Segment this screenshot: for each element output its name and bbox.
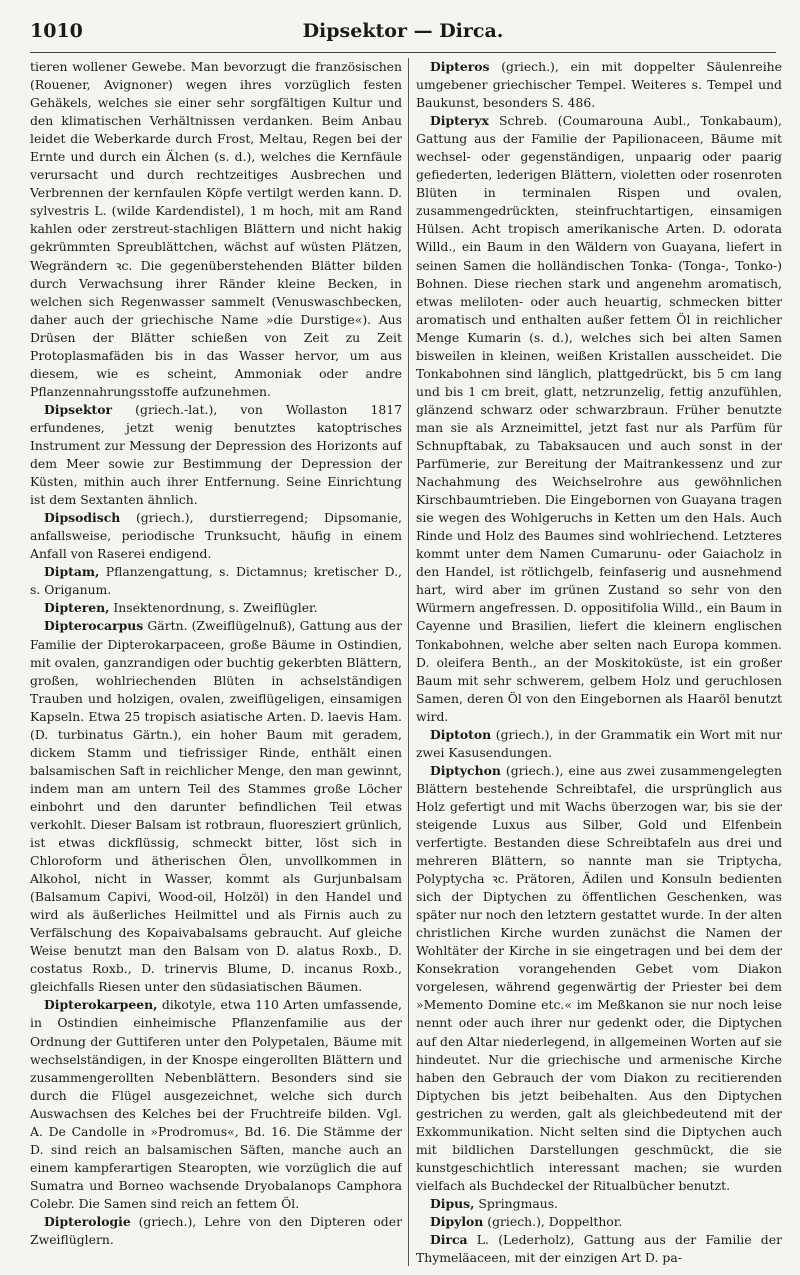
page-header [30, 14, 776, 48]
entry-diptoton: Diptoton (griech.), in der Grammatik ein Wort mit nur zwei Kasusendungen. [416, 726, 782, 760]
headword: Dipteros [430, 59, 490, 74]
headword: Dirca [430, 1232, 468, 1248]
headword: Dipsodisch [44, 510, 121, 526]
entry-dipteryx: Dipteryx Schreb. (Coumarouna Aubl., Tonkabaum), Gattung aus der Familie der Papilionaceen, Bäume mit wechsel- oder gegenständigen, unpaarig oder paarig gefiederten, lederigen Blättern, violetten oder rosenroten Blüten in terminalen Rispen und ovalen, zusammengedrückten, steinfruchtartigen, einsamigen Hülsen. Acht tropisch amerikanische Arten. D. odorata Willd., ein Baum in den Wäldern von Guayana, liefert in seinen Samen die holländischen Tonka- (Tonga-, Tonko-) Bohnen. Diese riechen stark und angenehm aromatisch, etwas meliloten- oder auch heuartig, schmecken bitter aromatisch und enthalten außer fettem Öl in reichlicher Menge Kumarin (s. d.), welches sich bei alten Samen bisweilen in kleinen, weißen Kristallen ausscheidet. Die Tonkabohnen sind länglich, plattgedrückt, bis 5 cm lang und bis 1 cm breit, glatt, netzrunzelig, fettig anzufühlen, glänzend schwarz oder schwarzbraun. Früher benutzte man sie als Arzneimittel, jetzt fast nur als Parfüm für Schnupftabak, zu Tabaksaucen und auch sonst in der Parfümerie, zur Bereitung der Maitrankessenz und zur Nachahmung des Weichselrohre aus gewöhnlichen Kirschbaumtrieben. Die Eingebornen von Guayana tragen sie wegen des Wohlgeruchs in Ketten um den Hals. Auch Rinde und Holz des Baumes sind wohlriechend. Letzteres kommt unter dem Namen Cumarunu- oder Gaiacholz in den Handel, ist rötlichgelb, feinfaserig und ausnehmend hart, wird aber im grünen Zustand so sehr von den Würmern angefressen. D. oppositifolia Willd., ein Baum in Cayenne und Brasilien, liefert die kleinern englischen Tonkabohnen, welche aber selten nach Europa kommen. D. oleifera Benth., an der Moskitoküste, ist ein großer Baum mit sehr schwerem, gelbem Holz und geruchlosen Samen, deren Öl von den Eingebornen als Haaröl benutzt wird. [416, 113, 782, 724]
left-column [30, 58, 402, 1266]
headword: Dipteren, [44, 600, 110, 616]
entry-dipterologie: Dipterologie (griech.), Lehre von den Dipteren oder Zweiflüglern. [30, 1214, 402, 1248]
entry-dipterocarpus: Dipterocarpus Gärtn. (Zweiflügelnuß), Gattung aus der Familie der Dipterokarpaceen, große Bäume in Ostindien, mit ovalen, ganzrandigen oder buchtig gekerbten Blättern, großen, wohlriechenden Blüten in achselständigen Trauben und holzigen, ovalen, zweiflügeligen, einsamigen Kapseln. Etwa 25 tropisch asiatische Arten. D. laevis Ham. (D. turbinatus Gärtn.), ein hoher Baum mit geradem, dickem Stamm und tiefrissiger Rinde, enthält einen balsamischen Saft in reichlicher Menge, den man gewinnt, indem man am untern Teil des Stammes große Löcher einbohrt und den darunter befindlichen Teil etwas verkohlt. Dieser Balsam ist rotbraun, fluoresziert grünlich, ist etwas dickflüssig, schmeckt bitter, löst sich in Chloroform und ätherischen Ölen, unvollkommen in Alkohol, nicht in Wasser, kommt als Gurjunbalsam (Balsamum Capivi, Wood-oil, Holzöl) in den Handel und wird als äußerliches Heilmittel und als Firnis auch zu Verfälschung des Kopaivabalsams gebraucht. Auf gleiche Weise benutzt man den Balsam von D. alatus Roxb., D. costatus Roxb., D. trinervis Blume, D. incanus Roxb., gleichfalls Riesen unter den südasiatischen Bäumen. [30, 618, 402, 995]
headword: Diptam, [44, 564, 100, 580]
running-head: Dipsektor — Dirca. [302, 20, 504, 42]
entry-dipteros: Dipteros (griech.), ein mit doppelter Säulenreihe umgebener griechischer Tempel. Weiteres s. Tempel und Baukunst, besonders S. 486. [416, 59, 782, 111]
headword: Diptychon [430, 762, 501, 778]
headword: Dipterokarpeen, [44, 997, 158, 1013]
headword: Dipsektor [44, 401, 113, 417]
headword: Dipterocarpus [44, 618, 144, 634]
headword: Dipteryx [430, 113, 489, 129]
entry-dipsodisch: Dipsodisch (griech.), durstierregend; Dipsomanie, anfallsweise, periodische Trunksucht, häufig in einem Anfall von Raserei endigend. [30, 510, 402, 562]
headword: Dipterologie [44, 1214, 131, 1229]
column-divider [408, 58, 409, 1266]
entry-continuation: tieren wollener Gewebe. Man bevorzugt die französischen (Rouener, Avignoner) wegen ihres vorzüglich festen Gehäkels, welches sie einer sehr sorgfältigen Kultur und den klimatischen Verhältnissen verdanken. Beim Anbau leidet die Weberkarde durch Frost, Meltau, Regen bei der Ernte und durch ein Älchen (s. d.), welches die Kernfäule verursacht und durch rechtzeitiges Ausbrechen und Verbrennen der kernfaulen Köpfe vertilgt werden kann. D. sylvestris L. (wilde Kardendistel), 1 m hoch, mit am Rand kahlen oder zerstreut-stachligen Blättern und nicht hakig gekrümmten Spreublättchen, wächst auf wüsten Plätzen, Wegrändern ꝛc. Die gegenüberstehenden Blätter bilden durch Verwachsung ihrer Ränder kleine Becken, in welchen sich Regenwasser sammelt (Venuswaschbecken, daher auch der griechische Name »die Durstige«). Aus Drüsen der Blätter schießen von Zeit zu Zeit Protoplasmafäden bis in das Wasser hervor, um aus diesem, wie es scheint, Ammoniak oder andre Pflanzennahrungsstoffe aufzunehmen. [30, 59, 402, 399]
right-column [416, 58, 782, 1266]
entry-diptychon: Diptychon (griech.), eine aus zwei zusammengelegten Blättern bestehende Schreibtafel, die ursprünglich aus Holz gefertigt und mit Wachs überzogen war, bis sie der steigende Luxus aus Silber, Gold und Elfenbein verfertigte. Bestanden diese Schreibtafeln aus drei und mehreren Blättern, so nannte man sie Triptycha, Polyptycha ꝛc. Prätoren, Ädilen und Konsuln bedienten sich der Diptychen zu öffentlichen Geschenken, was später nur noch den letztern gestattet wurde. In der alten christlichen Kirche wurden zunächst die Namen der Wohltäter der Kirche in sie eingetragen und bei dem der Konsekration vorangehenden Gebet vom Diakon vorgelesen, während gegenwärtig der Priester bei dem »Memento Domine etc.« im Meßkanon sie nur noch leise nennt oder auch ihrer nur gedenkt oder, die Diptychen auf den Altar niederlegend, in allgemeinen Worten auf sie hindeutet. Nur die griechische und armenische Kirche haben den Gebrauch der vom Diakon zu recitierenden Diptychen bis jetzt beibehalten. Aus den Diptychen gestrichen zu werden, galt als gleichbedeutend mit der Exkommunikation. Nicht selten sind die Diptychen auch mit bildlichen Darstellungen geschmückt, die sie kunstgeschichtlich interessant machen; sie wurden vielfach als Buchdeckel der Ritualbücher benutzt. [416, 762, 782, 1193]
page-number: 1010 [30, 20, 83, 42]
header-rule [30, 52, 776, 53]
entry-dipteren: Dipteren, Insektenordnung, s. Zweiflügler. [44, 600, 318, 616]
headword: Dipylon [430, 1214, 484, 1229]
entry-dipus: Dipus, Springmaus. [430, 1195, 558, 1211]
headword: Dipus, [430, 1195, 475, 1211]
entry-dipsektor: Dipsektor (griech.-lat.), von Wollaston 1817 erfundenes, jetzt wenig benutztes katoptrisches Instrument zur Messung der Depression des Horizonts auf dem Meer sowie zur Bestimmung der Depression der Küsten, mithin auch ihrer Entfernung. Seine Einrichtung ist dem Sextanten ähnlich. [30, 401, 402, 508]
entry-dirca: Dirca L. (Lederholz), Gattung aus der Familie der Thymeläaceen, mit der einzigen Art D. pa- [416, 1232, 782, 1266]
headword: Diptoton [430, 726, 492, 742]
entry-diptam: Diptam, Pflanzengattung, s. Dictamnus; kretischer D., s. Origanum. [30, 564, 402, 598]
entry-dipterokarpeen: Dipterokarpeen, dikotyle, etwa 110 Arten umfassende, in Ostindien einheimische Pflanzenfamilie aus der Ordnung der Guttiferen unter den Polypetalen, Bäume mit wechselständigen, in der Knospe eingerollten Blättern und zusammengerollten Nebenblättern. Besonders sind sie durch die Flügel ausgezeichnet, welche sich durch Auswachsen des Kelches bei der Fruchtreife bilden. Vgl. A. De Candolle in »Prodromus«, Bd. 16. Die Stämme der D. sind reich an balsamischen Säften, manche auch an einem kampferartigen Stearopten, wie vorzüglich die auf Sumatra und Borneo wachsende Dryobalanops Camphora Colebr. Die Samen sind reich an fettem Öl. [30, 997, 402, 1211]
entry-dipylon: Dipylon (griech.), Doppelthor. [430, 1214, 623, 1229]
